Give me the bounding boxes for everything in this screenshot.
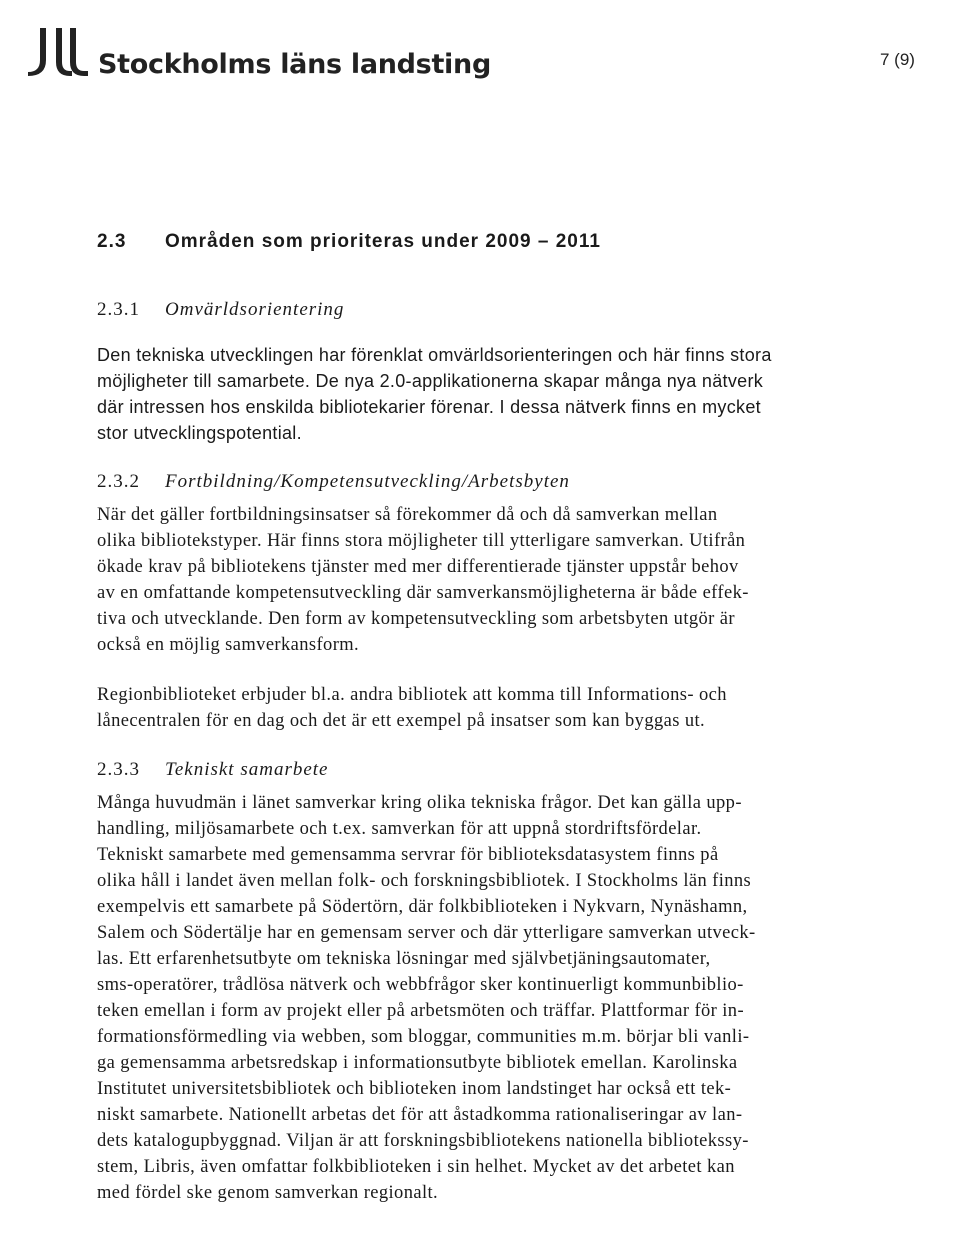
subsection-title: Tekniskt samarbete [165, 759, 329, 780]
paragraph [97, 502, 877, 658]
subsection-title: Omvärldsorientering [165, 299, 345, 320]
text-line: formationsförmedling via webben, som bloggar, communities m.m. börjar bli vanli- [97, 1027, 750, 1047]
text-line: också en möjlig samverkansform. [97, 635, 360, 655]
text-line: Institutet universitetsbibliotek och biblioteken inom landstinget har också ett tek- [97, 1079, 732, 1099]
text-line: ga gemensamma arbetsredskap i informationsutbyte bibliotek emellan. Karolinska [97, 1053, 738, 1073]
document-body [97, 228, 877, 1206]
section-title: Områden som prioriteras under 2009 – 2011 [165, 231, 601, 252]
subsection-title: Fortbildning/Kompetensutveckling/Arbetsbyten [165, 471, 570, 492]
text-line: las. Ett erfarenhetsutbyte om tekniska lösningar med självbetjäningsautomater, [97, 949, 711, 969]
logo [26, 26, 491, 78]
sll-logo-icon [26, 26, 90, 78]
text-line: olika håll i landet även mellan folk- och forskningsbibliotek. I Stockholms län finns [97, 871, 752, 891]
text-line: stem, Libris, även omfattar folkbiblioteken i sin helhet. Mycket av det arbetet kan [97, 1157, 735, 1177]
text-line: När det gäller fortbildningsinsatser så förekommer då och då samverkan mellan [97, 505, 718, 525]
paragraph [97, 342, 877, 446]
text-line: dets katalogupbyggnad. Viljan är att forskningsbibliotekens nationella bibliotekssy- [97, 1131, 749, 1151]
text-line: olika bibliotekstyper. Här finns stora möjligheter till ytterligare samverkan. Utifrån [97, 531, 746, 551]
text-line: av en omfattande kompetensutveckling där samverkansmöjligheterna är både effek- [97, 583, 749, 603]
text-line: Tekniskt samarbete med gemensamma servrar för biblioteksdatasystem finns på [97, 845, 719, 865]
logo-text: Stockholms läns landsting [98, 49, 491, 80]
subsection-number: 2.3.3 [97, 759, 140, 780]
text-line: Den tekniska utvecklingen har förenklat omvärldsorienteringen och här finns stora [97, 345, 772, 365]
text-line: tiva och utvecklande. Den form av kompetensutveckling som arbetsbyten utgör är [97, 609, 735, 629]
text-line: teken emellan i form av projekt eller på arbetsmöten och träffar. Plattformar för in- [97, 1001, 745, 1021]
subsection-number: 2.3.2 [97, 471, 140, 492]
section-heading [97, 228, 877, 256]
page-header [0, 0, 960, 110]
text-line: där intressen hos enskilda bibliotekarier förenar. I dessa nätverk finns en mycket [97, 397, 761, 417]
text-line: Regionbiblioteket erbjuder bl.a. andra bibliotek att komma till Informations- och [97, 685, 727, 705]
text-line: Salem och Södertälje har en gemensam server och där ytterligare samverkan utveck- [97, 923, 756, 943]
section-number: 2.3 [97, 231, 127, 252]
paragraph [97, 790, 877, 1206]
page-number: 7 (9) [880, 50, 915, 69]
text-line: ökade krav på bibliotekens tjänster med mer differentierade tjänster uppstår behov [97, 557, 739, 577]
text-line: Många huvudmän i länet samverkar kring olika tekniska frågor. Det kan gälla upp- [97, 793, 742, 813]
text-line: sms-operatörer, trådlösa nätverk och webbfrågor sker kontinuerligt kommunbiblio- [97, 975, 744, 995]
text-line: exempelvis ett samarbete på Södertörn, där folkbiblioteken i Nykvarn, Nynäshamn, [97, 897, 748, 917]
text-line: med fördel ske genom samverkan regionalt. [97, 1183, 439, 1203]
subsection-heading [97, 468, 877, 496]
subsection-heading [97, 756, 877, 784]
text-line: stor utvecklingspotential. [97, 423, 302, 443]
paragraph [97, 682, 877, 734]
text-line: handling, miljösamarbete och t.ex. samverkan för att uppnå stordriftsfördelar. [97, 819, 702, 839]
text-line: möjligheter till samarbete. De nya 2.0-applikationerna skapar många nya nätverk [97, 371, 764, 391]
text-line: lånecentralen för en dag och det är ett exempel på insatser som kan byggas ut. [97, 711, 706, 731]
text-line: niskt samarbete. Nationellt arbetas det för att åstadkomma rationaliseringar av lan- [97, 1105, 743, 1125]
subsection-heading [97, 296, 877, 324]
subsection-number: 2.3.1 [97, 299, 140, 320]
